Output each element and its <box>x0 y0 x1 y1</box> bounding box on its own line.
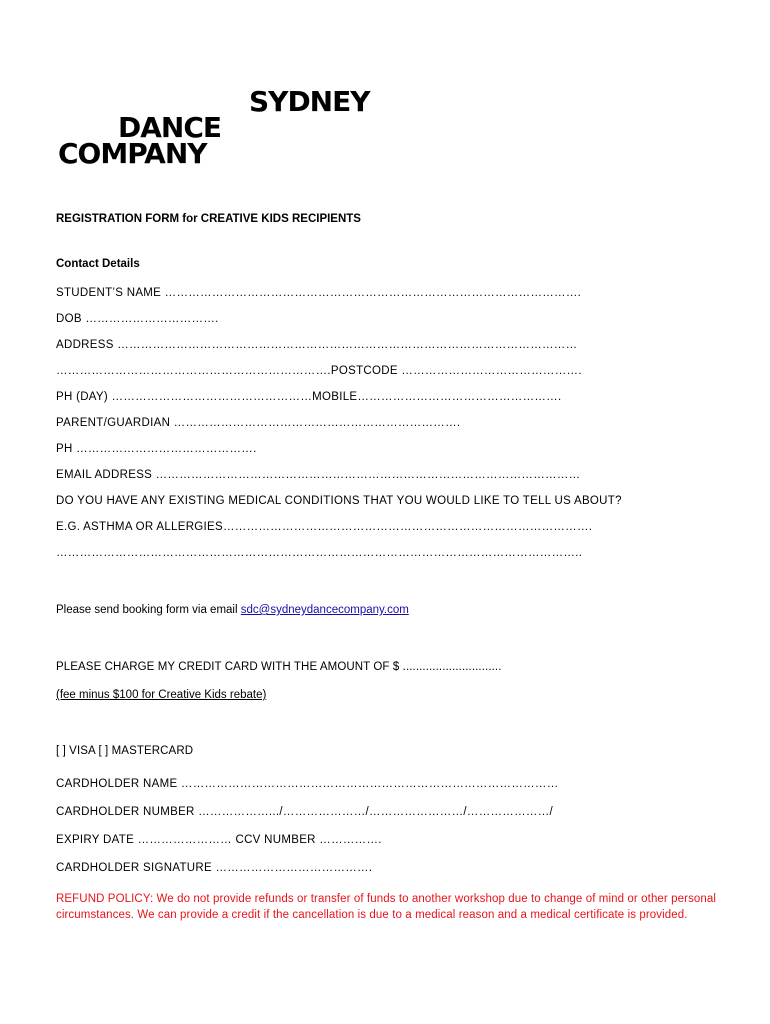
booking-text: Please send booking form via email <box>56 604 241 616</box>
refund-policy: REFUND POLICY: We do not provide refunds or transfer of funds to another workshop due to change of mind or other personal circumstances. We can provide a credit if the cancellation is due to a medical reason and a medical certificate is provided. <box>56 893 717 921</box>
parent-guardian-field[interactable]: PARENT/GUARDIAN ………………………………………………………………. <box>56 417 461 429</box>
section-heading-contact: Contact Details <box>56 258 140 270</box>
cardholder-name-field[interactable]: CARDHOLDER NAME …………………………………………………………………………………… <box>56 778 559 790</box>
logo-word-sydney: SYDNEY <box>249 85 370 118</box>
expiry-ccv-field[interactable]: EXPIRY DATE …………………… CCV NUMBER ……………. <box>56 834 382 846</box>
phone-field[interactable]: PH ………………………………………. <box>56 443 257 455</box>
dob-field[interactable]: DOB ……………………………. <box>56 313 219 325</box>
medical-question: DO YOU HAVE ANY EXISTING MEDICAL CONDITIONS THAT YOU WOULD LIKE TO TELL US ABOUT? <box>56 495 622 507</box>
form-title: REGISTRATION FORM for CREATIVE KIDS RECIPIENTS <box>56 213 361 225</box>
logo-word-company: COMPANY <box>58 137 207 170</box>
address-field[interactable]: ADDRESS ……………………………………………………………………………………………………… <box>56 339 578 351</box>
logo-word-dance: DANCE <box>118 111 222 144</box>
cardholder-number-field[interactable]: CARDHOLDER NUMBER ……………….../…………………/……………………/…………………/ <box>56 806 554 818</box>
student-name-field[interactable]: STUDENT’S NAME ……………………………………………………………………………………………. <box>56 287 582 299</box>
medical-conditions-field[interactable]: E.G. ASTHMA OR ALLERGIES…………………………………………………………………………………. <box>56 521 593 533</box>
fee-note: (fee minus $100 for Creative Kids rebate) <box>56 689 267 701</box>
email-link[interactable]: sdc@sydneydancecompany.com <box>240 604 409 616</box>
email-address-field[interactable]: EMAIL ADDRESS ……………………………………………………………………………………………… <box>56 469 581 481</box>
company-logo <box>57 86 409 168</box>
cardholder-signature-field[interactable]: CARDHOLDER SIGNATURE …………………………………. <box>56 862 373 874</box>
medical-conditions-field-continued[interactable]: …………………………………………………………………………………………………………………….. <box>56 547 583 559</box>
booking-instructions <box>56 604 409 616</box>
credit-card-amount-field[interactable]: PLEASE CHARGE MY CREDIT CARD WITH THE AMOUNT OF $ .............................. <box>56 661 502 673</box>
postcode-field[interactable]: …………………………………………………………….POSTCODE ………………………………………. <box>56 365 582 377</box>
card-type-options[interactable]: [ ] VISA [ ] MASTERCARD <box>56 745 194 757</box>
phone-mobile-field[interactable]: PH (DAY) ……………………………………………MOBILE……………………………………………. <box>56 391 562 403</box>
